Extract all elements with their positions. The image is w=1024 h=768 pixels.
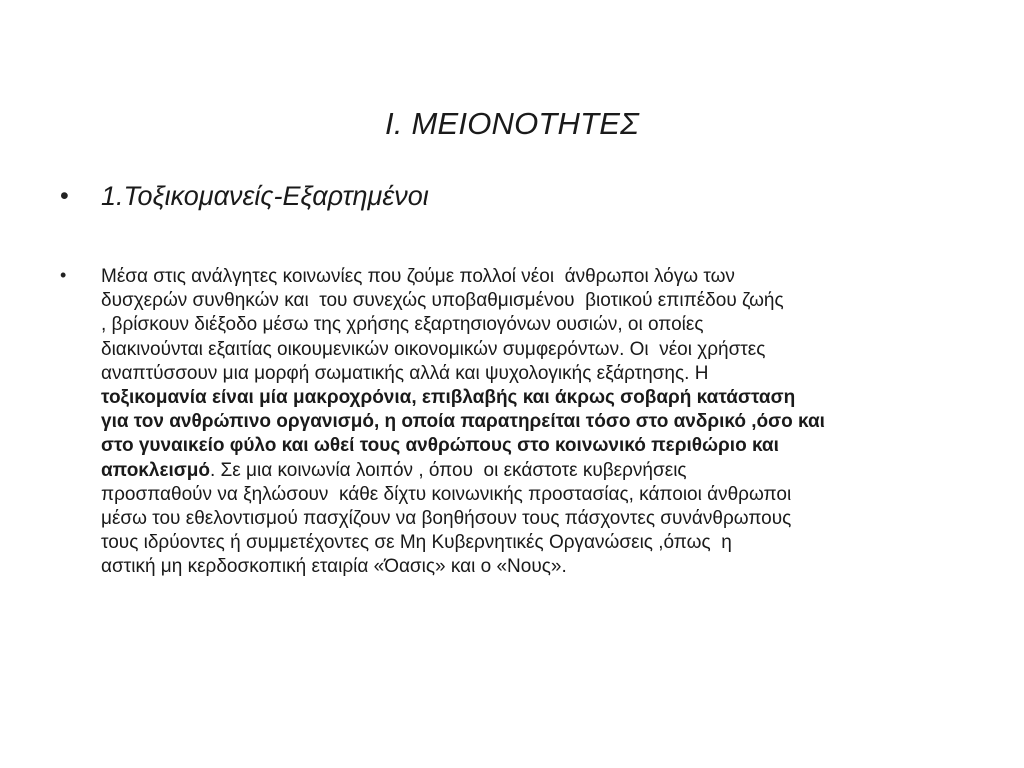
bullet-item-paragraph xyxy=(101,265,971,580)
line-text-bold: για τον ανθρώπινο οργανισμό, η οποία παρατηρείται τόσο στο ανδρικό ,όσο και xyxy=(101,411,825,433)
paragraph-line xyxy=(101,555,971,579)
paragraph-line xyxy=(101,362,971,386)
line-text: . Σε μια κοινωνία λοιπόν , όπου οι εκάστοτε κυβερνήσεις xyxy=(210,459,687,481)
slide-title: Ι. ΜΕΙΟΝΟΤΗΤΕΣ xyxy=(385,106,639,141)
line-text: διακινούνται εξαιτίας οικουμενικών οικονομικών συμφερόντων. Οι νέοι χρήστες xyxy=(101,338,766,360)
bullet-item-heading: 1.Τοξικομανείς-Εξαρτημένοι xyxy=(101,181,429,211)
paragraph-line xyxy=(101,410,971,434)
paragraph-line xyxy=(101,265,971,289)
line-text: μέσω του εθελοντισμού πασχίζουν να βοηθήσουν τους πάσχοντες συνάνθρωπους xyxy=(101,508,792,530)
line-text: προσπαθούν να ξηλώσουν κάθε δίχτυ κοινωνικής προστασίας, κάποιοι άνθρωποι xyxy=(101,483,792,505)
bullet-dot-icon: • xyxy=(60,182,69,210)
line-text: αναπτύσσουν μια μορφή σωματικής αλλά και ψυχολογικής εξάρτησης. Η xyxy=(101,362,709,384)
line-text: δυσχερών συνθηκών και του συνεχώς υποβαθμισμένου βιοτικού επιπέδου ζωής xyxy=(101,290,784,312)
paragraph-line xyxy=(101,386,971,410)
paragraph-line xyxy=(101,531,971,555)
paragraph-line xyxy=(101,483,971,507)
line-text-bold: αποκλεισμό xyxy=(101,459,210,481)
line-text: , βρίσκουν διέξοδο μέσω της χρήσης εξαρτησιογόνων ουσιών, οι οποίες xyxy=(101,314,704,336)
bullet-dot-icon: • xyxy=(60,265,67,285)
paragraph-line xyxy=(101,507,971,531)
line-text: Μέσα στις ανάλγητες κοινωνίες που ζούμε πολλοί νέοι άνθρωποι λόγω των xyxy=(101,266,735,287)
line-text: τους ιδρύοντες ή συμμετέχοντες σε Μη Κυβερνητικές Οργανώσεις ,όπως η xyxy=(101,532,732,554)
paragraph-line xyxy=(101,289,971,313)
paragraph-line xyxy=(101,313,971,337)
line-text-bold: στο γυναικείο φύλο και ωθεί τους ανθρώπους στο κοινωνικό περιθώριο και xyxy=(101,435,779,457)
paragraph-line xyxy=(101,459,971,483)
line-text: αστική μη κερδοσκοπική εταιρία «Όασις» και ο «Νους». xyxy=(101,556,567,578)
line-text-bold: τοξικομανία είναι μία μακροχρόνια, επιβλαβής και άκρως σοβαρή κατάσταση xyxy=(101,387,796,409)
paragraph-line xyxy=(101,434,971,458)
paragraph-line xyxy=(101,338,971,362)
